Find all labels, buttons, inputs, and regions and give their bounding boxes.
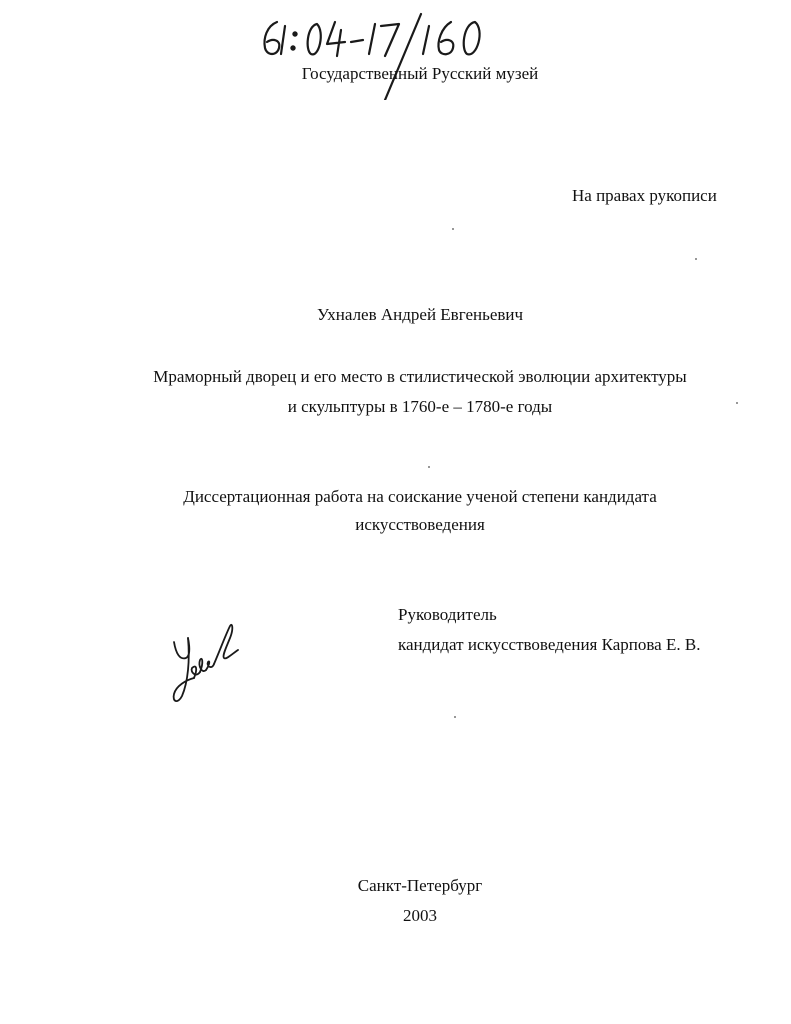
rights-notice: На правах рукописи bbox=[572, 186, 717, 205]
scan-speck bbox=[736, 402, 738, 404]
scan-speck bbox=[452, 228, 454, 230]
author-signature bbox=[166, 620, 246, 710]
year: 2003 bbox=[403, 906, 437, 925]
degree-line-1: Диссертационная работа на соискание ученой степени кандидата bbox=[183, 487, 657, 506]
scan-speck bbox=[454, 716, 456, 718]
handwritten-archive-number bbox=[255, 8, 505, 100]
city: Санкт-Петербург bbox=[357, 876, 483, 895]
supervisor-role: Руководитель bbox=[398, 605, 497, 624]
scan-speck bbox=[695, 258, 697, 260]
title-line-1: Мраморный дворец и его место в стилистической эволюции архитектуры bbox=[153, 367, 687, 386]
scan-speck bbox=[428, 466, 430, 468]
institution-name: Государственный Русский музей bbox=[301, 64, 539, 83]
degree-line-2: искусствоведения bbox=[355, 515, 485, 534]
supervisor-name: кандидат искусствоведения Карпова Е. В. bbox=[398, 635, 701, 654]
title-line-2: и скульптуры в 1760-е – 1780-е годы bbox=[287, 397, 553, 416]
author-name: Ухналев Андрей Евгеньевич bbox=[316, 305, 524, 324]
